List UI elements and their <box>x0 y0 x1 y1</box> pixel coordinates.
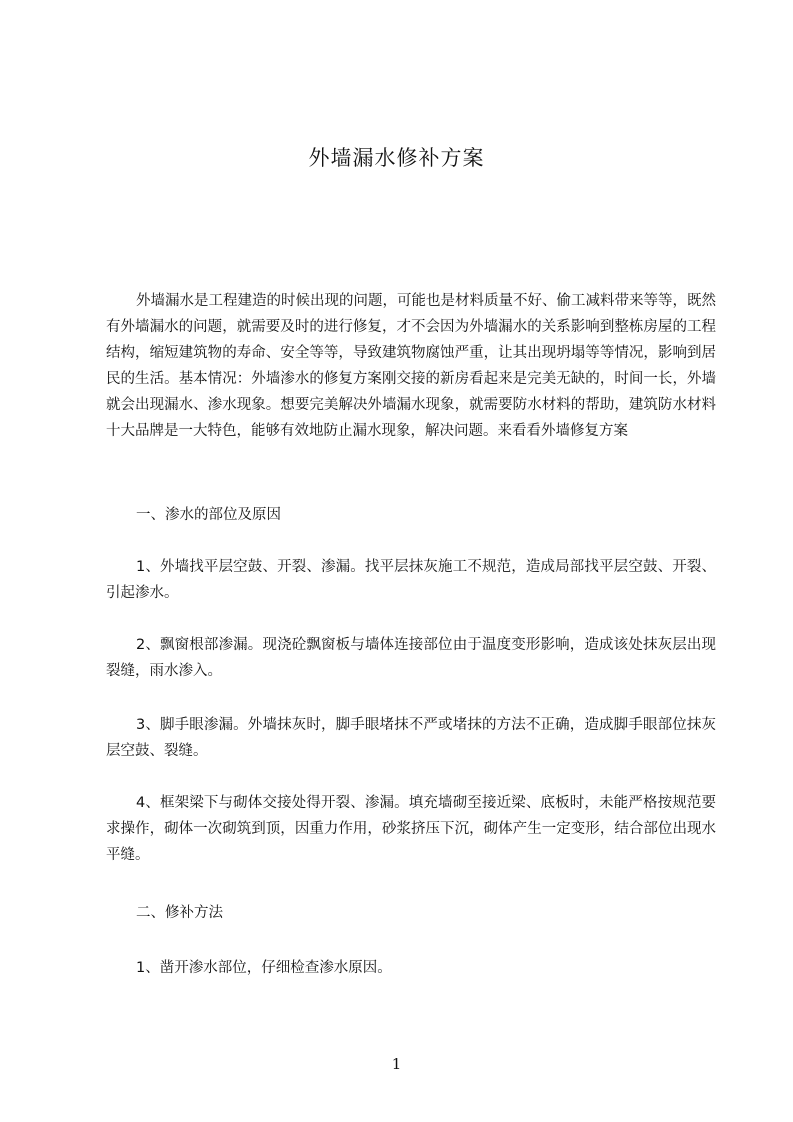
document-title: 外墙漏水修补方案 <box>308 146 485 170</box>
page-number: 1 <box>391 1055 402 1073</box>
cause-item-4: 4、框架梁下与砌体交接处得开裂、渗漏。填充墙砌至接近梁、底板时，未能严格按规范要求操作，砌体一次砌筑到顶，因重力作用，砂浆挤压下沉，砌体产生一定变形，结合部位出现水平缝。 <box>106 795 716 863</box>
cause-item-1: 1、外墙找平层空鼓、开裂、渗漏。找平层抹灰施工不规范，造成局部找平层空鼓、开裂、引起渗水。 <box>106 559 716 601</box>
section-heading-causes: 一、渗水的部位及原因 <box>136 507 281 523</box>
intro-paragraph: 外墙漏水是工程建造的时候出现的问题，可能也是材料质量不好、偷工减料带来等等，既然有外墙漏水的问题，就需要及时的进行修复，才不会因为外墙漏水的关系影响到整栋房屋的工程结构，缩短建筑物的寿命、安全等等，导致建筑物腐蚀严重，让其出现坍塌等等情况，影响到居民的生活。基本情况：外墙渗水的修复方案刚交接的新房看起来是完美无缺的，时间一长，外墙就会出现漏水、渗水现象。想要完美解决外墙漏水现象，就需要防水材料的帮助，建筑防水材料十大品牌是一大特色，能够有效地防止漏水现象，解决问题。来看看外墙修复方案 <box>106 293 716 439</box>
repair-item-1: 1、凿开渗水部位，仔细检查渗水原因。 <box>136 960 392 976</box>
cause-item-3: 3、脚手眼渗漏。外墙抹灰时，脚手眼堵抹不严或堵抹的方法不正确，造成脚手眼部位抹灰层空鼓、裂缝。 <box>106 717 716 759</box>
section-heading-repair: 二、修补方法 <box>136 905 223 921</box>
cause-item-2: 2、飘窗根部渗漏。现浇砼飘窗板与墙体连接部位由于温度变形影响，造成该处抹灰层出现裂缝，雨水渗入。 <box>106 637 716 679</box>
